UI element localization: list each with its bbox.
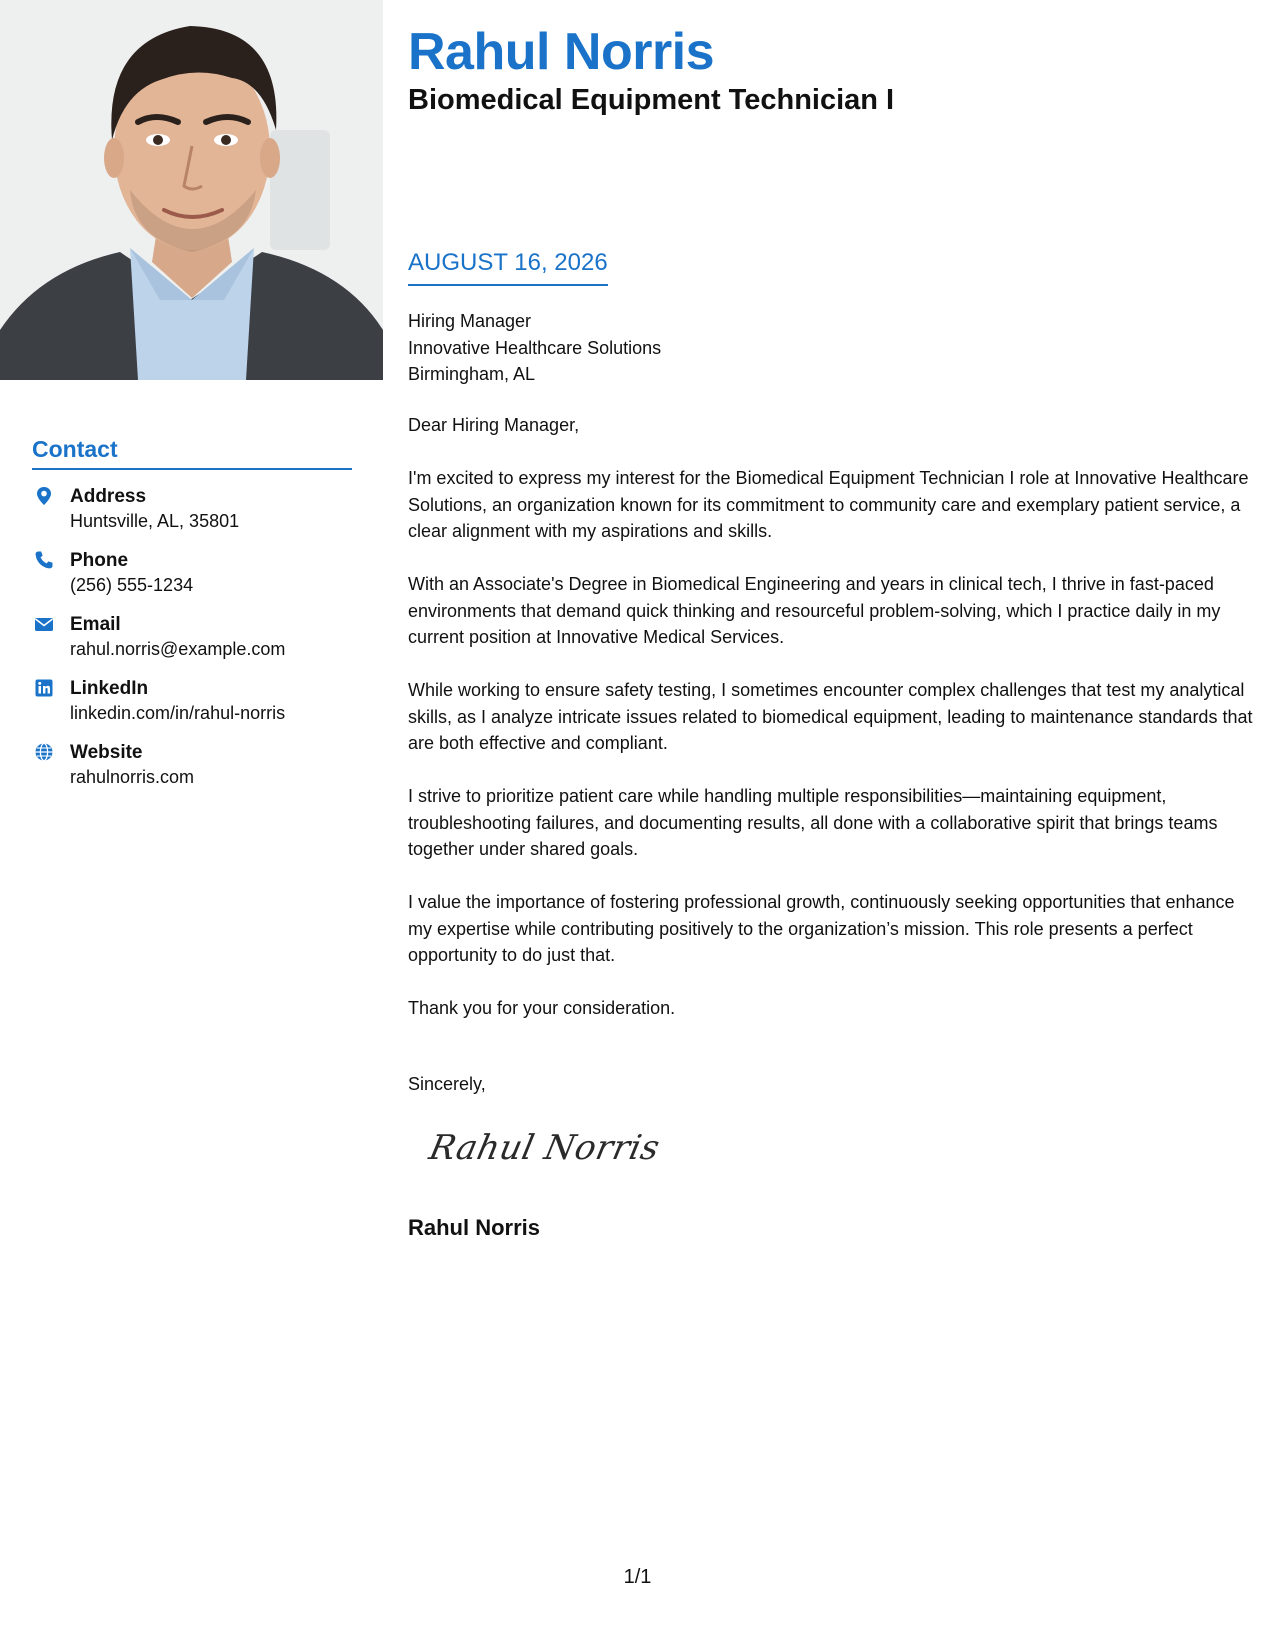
- page-number: 1/1: [623, 1566, 652, 1588]
- website-value[interactable]: rahulnorris.com: [70, 766, 195, 787]
- body-paragraph: While working to ensure safety testing, I sometimes encounter complex challenges that test my analytical skills, as I analyze intricate issues related to biomedical equipment, leading to maintenance standards that are both effective and compliant.: [408, 680, 1253, 753]
- body-paragraph: I'm excited to express my interest for the Biomedical Equipment Technician I role at Innovative Healthcare Solutions, an organization known for its commitment to community care and exemplary patient service, a clear alignment with my aspirations and skills.: [408, 468, 1249, 541]
- contact-item-email: [32, 612, 352, 662]
- applicant-name: Rahul Norris: [408, 23, 715, 81]
- profile-photo: [0, 0, 383, 380]
- linkedin-label: LinkedIn: [70, 677, 149, 699]
- contact-item-address: [32, 484, 352, 534]
- address-value: Huntsville, AL, 35801: [70, 510, 240, 531]
- phone-icon: [34, 550, 54, 570]
- recipient-line: Innovative Healthcare Solutions: [408, 337, 662, 358]
- closing: Sincerely,: [408, 1074, 486, 1094]
- address-label: Address: [70, 485, 147, 507]
- envelope-icon: [34, 614, 54, 634]
- linkedin-icon: [34, 678, 54, 698]
- contact-sidebar: [32, 436, 352, 790]
- contact-item-phone: [32, 548, 352, 598]
- map-pin-icon: [34, 486, 54, 506]
- globe-icon: [34, 742, 54, 762]
- body-paragraph: I value the importance of fostering professional growth, continuously seeking opportunities that enhance my expertise while contributing positively to the organization’s mission. This role presents a perfect opportunity to do just that.: [408, 892, 1235, 965]
- phone-label: Phone: [70, 549, 129, 571]
- portrait-illustration: [0, 0, 383, 380]
- thank-you-line: Thank you for your consideration.: [408, 998, 676, 1018]
- body-paragraph: I strive to prioritize patient care while handling multiple responsibilities—maintaining equipment, troubleshooting failures, and documenting results, all done with a collaborative spirit that brings teams together under shared goals.: [408, 786, 1218, 859]
- signer-name: Rahul Norris: [408, 1215, 541, 1240]
- recipient-block: [408, 308, 661, 388]
- phone-value: (256) 555-1234: [70, 574, 194, 595]
- contact-item-website: [32, 740, 352, 790]
- linkedin-value[interactable]: linkedin.com/in/rahul-norris: [70, 702, 286, 723]
- website-label: Website: [70, 741, 143, 763]
- letter-body: [408, 412, 1253, 1048]
- email-label: Email: [70, 613, 121, 635]
- letter-date: AUGUST 16, 2026: [408, 248, 608, 286]
- handwritten-signature: Rahul Norris: [425, 1128, 664, 1168]
- job-title: Biomedical Equipment Technician I: [408, 84, 895, 116]
- contact-item-linkedin: [32, 676, 352, 726]
- recipient-line: Birmingham, AL: [408, 364, 536, 384]
- body-paragraph: With an Associate's Degree in Biomedical Engineering and years in clinical tech, I thrive in fast-paced environments that demand quick thinking and resourceful problem-solving, which I practice daily in my current position at Innovative Medical Services.: [408, 574, 1221, 647]
- recipient-line: Hiring Manager: [408, 311, 532, 331]
- email-value[interactable]: rahul.norris@example.com: [70, 638, 286, 659]
- contact-heading: Contact: [32, 436, 352, 470]
- salutation: Dear Hiring Manager,: [408, 415, 580, 435]
